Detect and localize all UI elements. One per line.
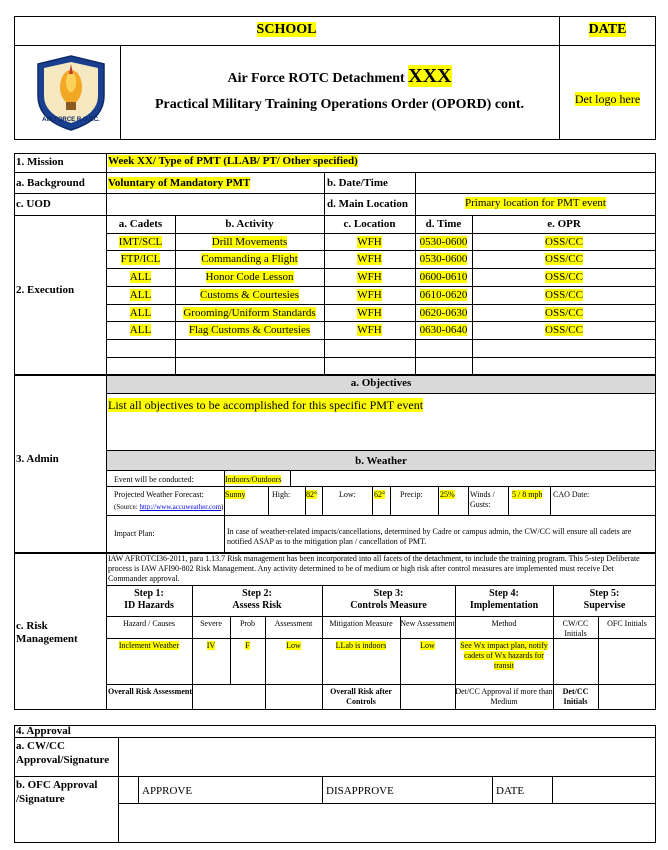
page-title: Air Force ROTC Detachment XXX xyxy=(227,65,452,87)
background-value: Voluntary of Mandatory PMT xyxy=(108,177,251,189)
execution-header: d. Time xyxy=(425,218,462,230)
approval-label: 4. Approval xyxy=(16,725,71,737)
cw-approval-label: a. CW/CC Approval/Signature xyxy=(16,740,110,766)
execution-cell: 0610-0620 xyxy=(419,289,468,301)
logo-text: AIR FORCE R.O.T.C. xyxy=(42,117,100,123)
execution-header: b. Activity xyxy=(225,218,274,230)
disapprove-option[interactable]: DISAPPROVE xyxy=(326,785,394,797)
risk-row-cell: LLab is indoors xyxy=(335,641,387,650)
execution-cell: ALL xyxy=(129,289,152,301)
uod-label: c. UOD xyxy=(16,198,51,210)
execution-cell: OSS/CC xyxy=(545,253,583,265)
execution-cell: Honor Code Lesson xyxy=(205,271,294,283)
forecast-value: Sunny xyxy=(225,490,246,499)
execution-cell: WFH xyxy=(357,271,382,283)
det-initials-label: Det/CC Initials xyxy=(562,687,589,706)
mission-value: Week XX/ Type of PMT (LLAB/ PT/ Other specified) xyxy=(108,155,358,167)
low-label: Low: xyxy=(339,490,356,499)
risk-step: Step 2: Assess Risk xyxy=(232,588,282,611)
cao-date-label: CAO Date: xyxy=(553,490,590,499)
risk-row-cell: Inclement Weather xyxy=(118,641,180,650)
execution-cell: 0620-0630 xyxy=(419,307,468,319)
datetime-label: b. Date/Time xyxy=(327,177,388,189)
weather-header: b. Weather xyxy=(355,455,407,467)
execution-cell: OSS/CC xyxy=(545,271,583,283)
precip-value: 25% xyxy=(440,490,455,499)
mission-label: 1. Mission xyxy=(16,156,64,168)
risk-label: c. Risk Management xyxy=(16,620,78,645)
risk-column-header: Prob xyxy=(239,619,256,628)
execution-cell: OSS/CC xyxy=(545,236,583,248)
execution-cell: FTP/ICL xyxy=(120,253,161,265)
execution-cell: 0600-0610 xyxy=(419,271,468,283)
overall-risk-after-label: Overall Risk after Controls xyxy=(330,687,392,706)
objectives-header: a. Objectives xyxy=(350,377,412,389)
conducted-label: Event will be conducted: xyxy=(114,475,194,484)
risk-column-header: OFC Initials xyxy=(607,619,647,628)
execution-cell: Flag Customs & Courtesies xyxy=(188,324,311,336)
school-label: SCHOOL xyxy=(256,22,317,37)
overall-risk-label: Overall Risk Assessment xyxy=(108,687,192,696)
high-label: High: xyxy=(272,490,291,499)
risk-column-header: Severe xyxy=(200,619,222,628)
execution-cell: Grooming/Uniform Standards xyxy=(183,307,316,319)
det-logo-placeholder: Det logo here xyxy=(574,92,641,106)
execution-cell: WFH xyxy=(357,236,382,248)
execution-cell: ALL xyxy=(129,271,152,283)
accuweather-link[interactable]: http://www.accuweather.com xyxy=(139,503,222,511)
risk-column-header: Assessment xyxy=(274,619,313,628)
conducted-value: Indoors/Outdoors xyxy=(225,475,282,484)
risk-column-header: CW/CC Initials xyxy=(562,619,589,638)
risk-step: Step 4: Implementation xyxy=(469,588,539,611)
execution-cell: ALL xyxy=(129,324,152,336)
main-location-value: Primary location for PMT event xyxy=(465,197,606,209)
execution-cell: Commanding a Flight xyxy=(201,253,298,265)
main-location-label: d. Main Location xyxy=(327,198,408,210)
execution-cell: WFH xyxy=(357,307,382,319)
execution-cell: Drill Movements xyxy=(211,236,288,248)
risk-column-header: Hazard / Causes xyxy=(123,619,175,628)
page-subtitle: Practical Military Training Operations Order (OPORD) cont. xyxy=(155,97,524,112)
forecast-label: Projected Weather Forecast: xyxy=(114,490,204,499)
risk-row-cell: F xyxy=(245,641,250,650)
execution-cell: 0530-0600 xyxy=(419,253,468,265)
date-label: DATE xyxy=(588,22,627,37)
risk-row-cell: Low xyxy=(420,641,435,650)
risk-step: Step 3: Controls Measure xyxy=(350,588,427,611)
risk-step: Step 1: ID Hazards xyxy=(124,588,174,611)
execution-cell: ALL xyxy=(129,307,152,319)
background-label: a. Background xyxy=(16,177,85,189)
risk-row-cell: IV xyxy=(206,641,216,650)
execution-cell: OSS/CC xyxy=(545,307,583,319)
execution-cell: 0530-0600 xyxy=(419,236,468,248)
execution-cell: WFH xyxy=(357,253,382,265)
execution-label: 2. Execution xyxy=(16,284,75,296)
execution-header: c. Location xyxy=(343,218,396,230)
approve-option[interactable]: APPROVE xyxy=(142,785,193,797)
risk-row-cell: See Wx impact plan, notify cadets of Wx hazards for transit xyxy=(460,641,548,670)
approval-date: DATE xyxy=(496,785,525,797)
execution-cell: Customs & Courtesies xyxy=(199,289,299,301)
impact-plan-label: Impact Plan: xyxy=(114,529,155,538)
execution-cell: 0630-0640 xyxy=(419,324,468,336)
execution-cell: WFH xyxy=(357,289,382,301)
precip-label: Precip: xyxy=(400,490,423,499)
risk-column-header: Method xyxy=(491,619,517,628)
impact-plan-text: In case of weather-related impacts/cancellations, determined by Cadre or campus admin, the CW/CC will ensure all cadets are notified ASAP as to the mitigation plan / cancellation of PMT. xyxy=(227,527,632,546)
risk-column-header: New Assessment xyxy=(400,619,455,628)
high-value: 82° xyxy=(306,490,318,499)
low-value: 62° xyxy=(374,490,386,499)
execution-cell: WFH xyxy=(357,324,382,336)
execution-cell: OSS/CC xyxy=(545,324,583,336)
ofc-approval-label: b. OFC Approval /Signature xyxy=(16,779,98,805)
det-approval-label: Det/CC Approval if more than Medium xyxy=(455,687,553,706)
winds-value: 5 / 8 mph xyxy=(512,490,543,499)
winds-label: Winds / Gusts: xyxy=(470,490,495,509)
execution-header: a. Cadets xyxy=(118,218,163,230)
objectives-text: List all objectives to be accomplished for this specific PMT event xyxy=(108,398,424,412)
risk-column-header: Mitigation Measure xyxy=(329,619,393,628)
admin-label: 3. Admin xyxy=(16,453,59,465)
execution-cell: OSS/CC xyxy=(545,289,583,301)
execution-header: e. OPR xyxy=(547,218,581,230)
risk-row-cell: Low xyxy=(286,641,301,650)
execution-cell: IMT/SCL xyxy=(118,236,163,248)
det-number: XXX xyxy=(408,65,452,87)
risk-intro: IAW AFROTCI36-2011, para 1.13.7 Risk management has been incorporated into all facets of the detachment, to include the training program. This 5-step Deliberate process is IAW AFI90-802 Risk Management. Any activity determined to be of medium or high risk after control measures are implemented must receive Det Commander approval. xyxy=(108,554,640,583)
risk-step: Step 5: Supervise xyxy=(583,588,626,611)
